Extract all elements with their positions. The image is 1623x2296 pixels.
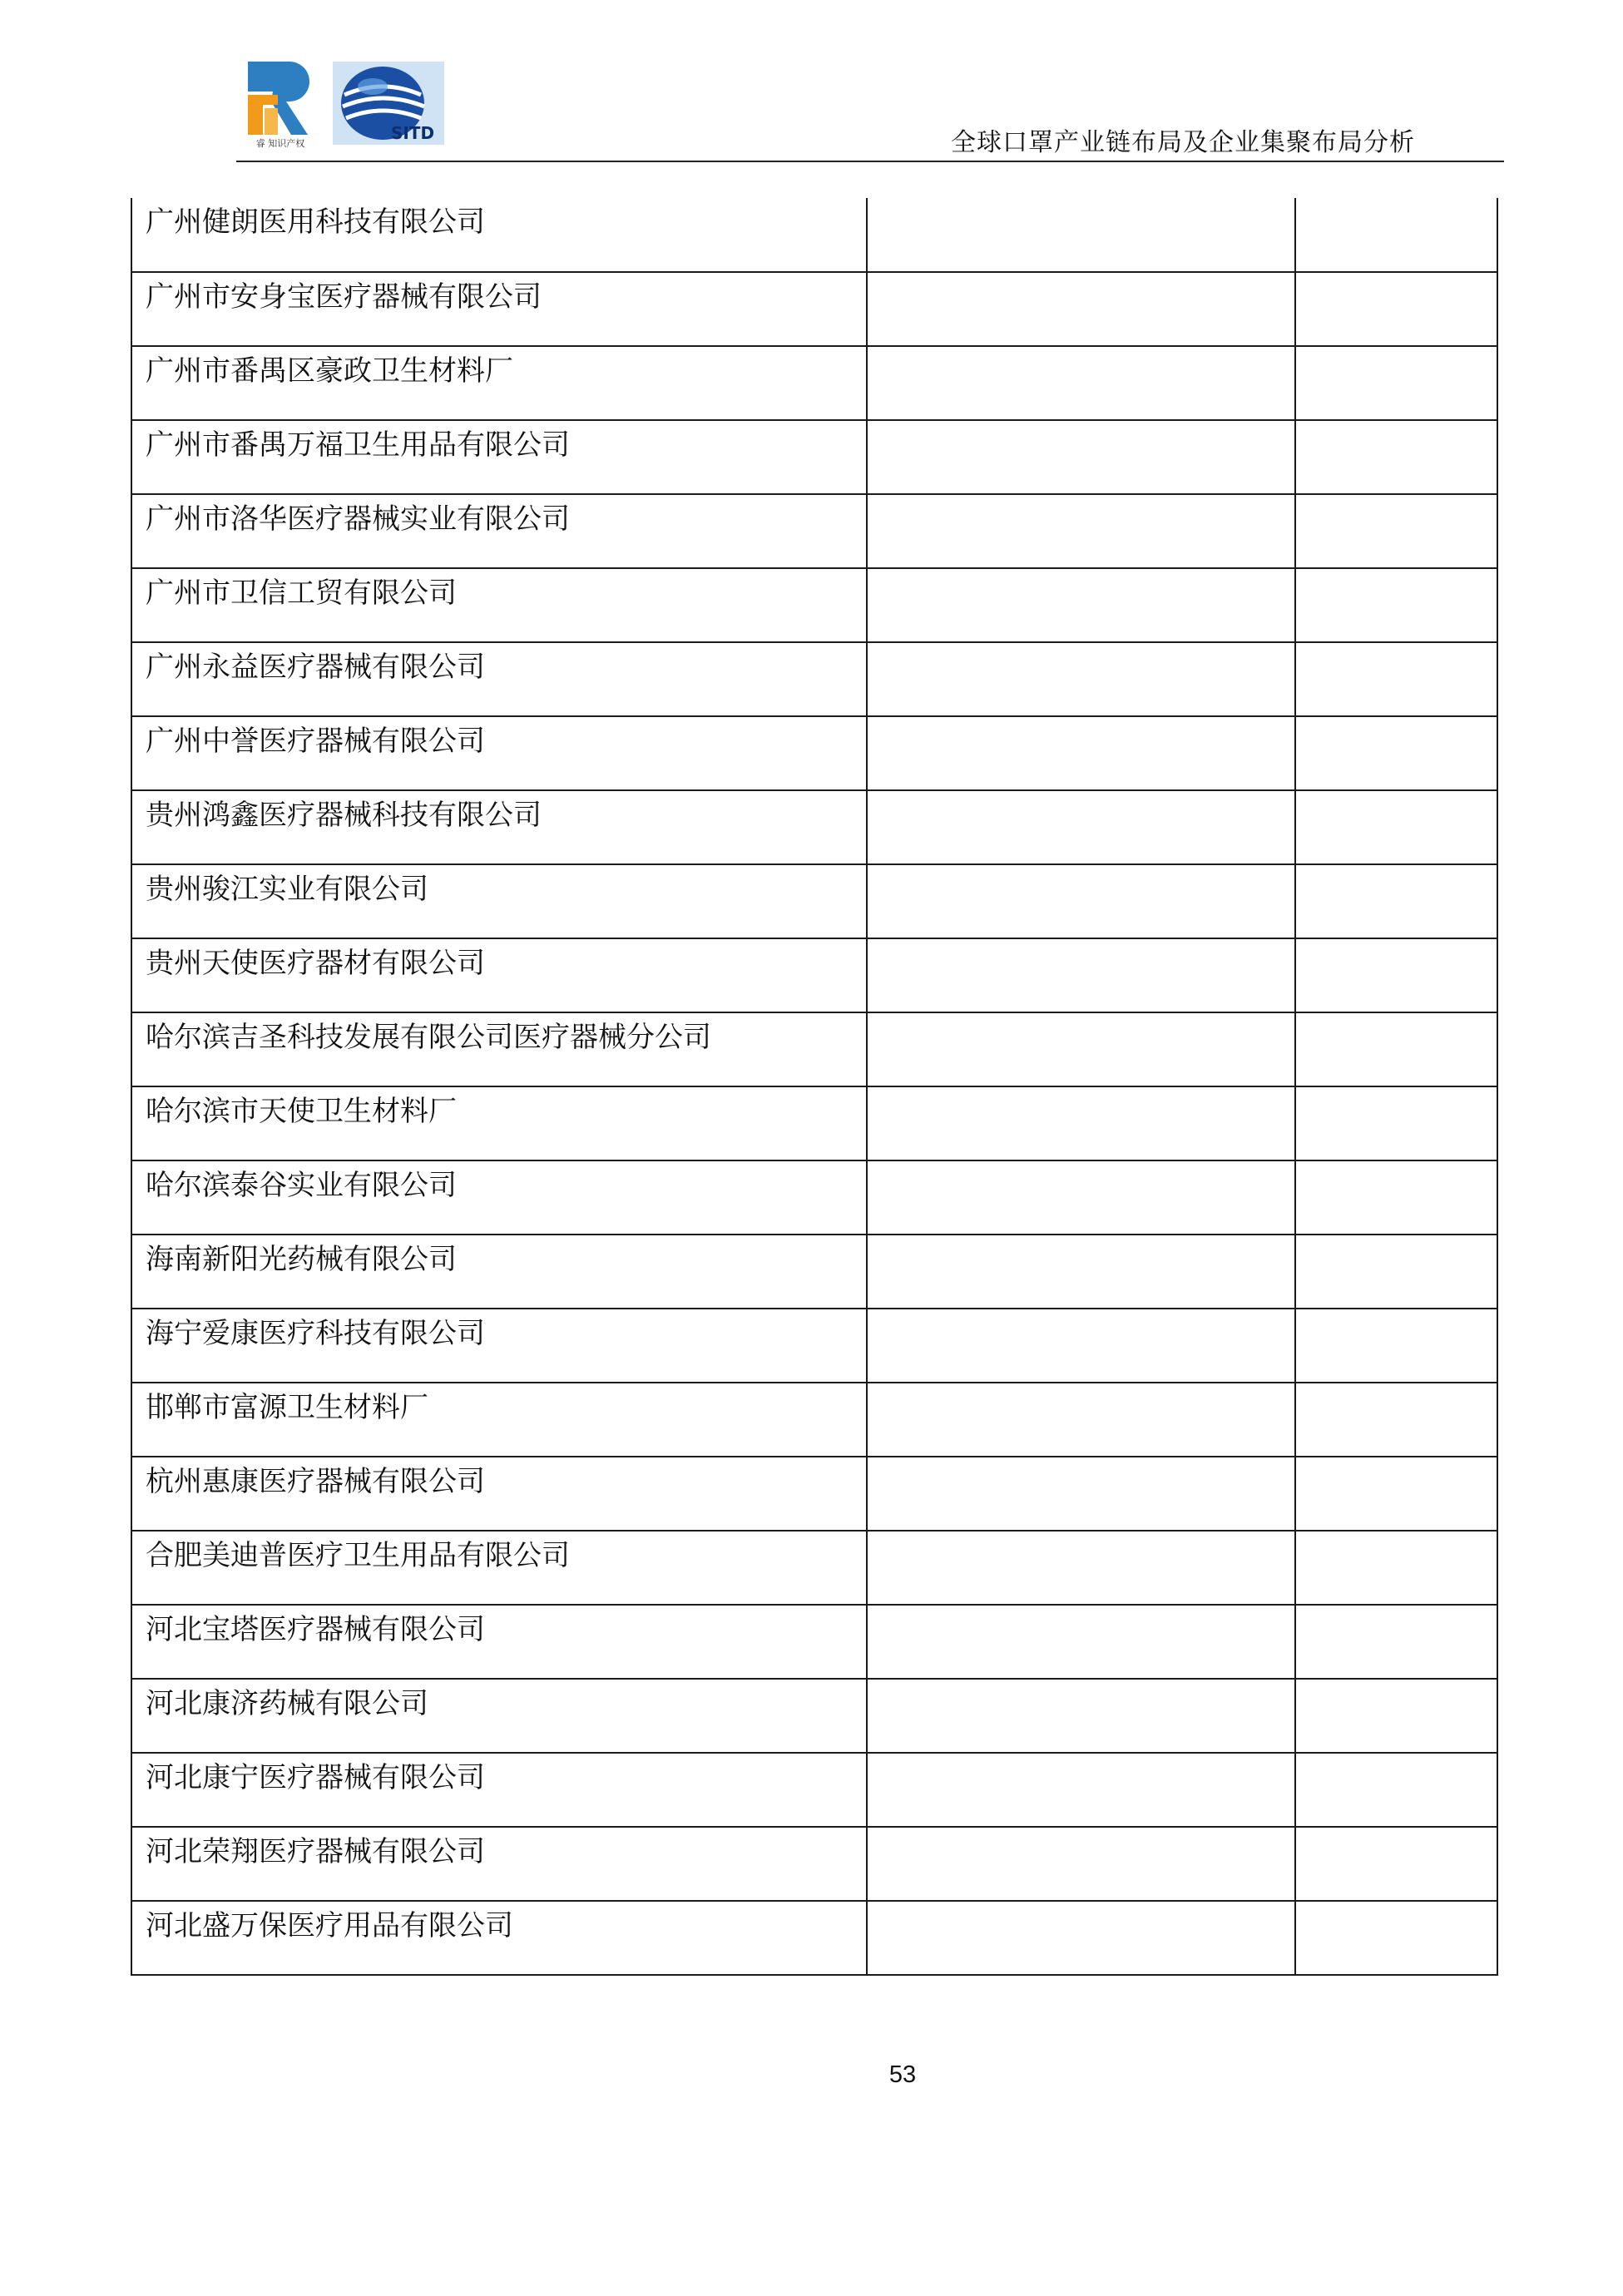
company-name-cell: 广州市安身宝医疗器械有限公司 [131,272,867,346]
table-row [131,494,1497,568]
table-row [131,716,1497,790]
table-row [131,1235,1497,1309]
empty-cell [867,938,1295,1012]
empty-cell [1295,1086,1497,1160]
company-name-cell: 广州中誉医疗器械有限公司 [131,716,867,790]
empty-cell [1295,716,1497,790]
empty-cell [1295,1827,1497,1901]
empty-cell [1295,272,1497,346]
empty-cell [867,1309,1295,1383]
empty-cell [1295,1235,1497,1309]
empty-cell [867,1605,1295,1679]
r-logo [246,58,314,150]
svg-text:SITD: SITD [390,123,435,143]
table-row [131,272,1497,346]
empty-cell [1295,420,1497,494]
empty-cell [867,716,1295,790]
company-name-cell: 哈尔滨泰谷实业有限公司 [131,1160,867,1235]
company-table-container [131,198,1497,1976]
empty-cell [867,1086,1295,1160]
company-name-cell: 广州健朗医用科技有限公司 [131,198,867,272]
empty-cell [1295,1753,1497,1827]
document-title: 全球口罩产业链布局及企业集聚布局分析 [951,128,1415,157]
table-row [131,1457,1497,1531]
table-row [131,1160,1497,1235]
company-name-cell: 海南新阳光药械有限公司 [131,1235,867,1309]
empty-cell [867,494,1295,568]
empty-cell [867,272,1295,346]
company-name-cell: 贵州天使医疗器材有限公司 [131,938,867,1012]
table-row [131,1086,1497,1160]
empty-cell [867,1827,1295,1901]
header-divider [236,161,1504,162]
company-name-cell: 广州永益医疗器械有限公司 [131,642,867,716]
empty-cell [1295,1605,1497,1679]
company-name-cell: 杭州惠康医疗器械有限公司 [131,1457,867,1531]
empty-cell [1295,1531,1497,1605]
table-row [131,1827,1497,1901]
empty-cell [1295,642,1497,716]
company-table-body [131,198,1497,1975]
company-table [131,198,1498,1976]
empty-cell [867,1383,1295,1457]
empty-cell [1295,790,1497,864]
company-name-cell: 哈尔滨吉圣科技发展有限公司医疗器械分公司 [131,1012,867,1086]
table-row [131,642,1497,716]
table-row [131,864,1497,938]
empty-cell [867,198,1295,272]
company-name-cell: 河北盛万保医疗用品有限公司 [131,1901,867,1975]
table-row [131,198,1497,272]
empty-cell [867,790,1295,864]
table-row [131,1605,1497,1679]
page-number: 53 [888,2061,917,2088]
company-name-cell: 河北荣翔医疗器械有限公司 [131,1827,867,1901]
company-name-cell: 海宁爱康医疗科技有限公司 [131,1309,867,1383]
empty-cell [867,568,1295,642]
company-name-cell: 广州市洛华医疗器械实业有限公司 [131,494,867,568]
empty-cell [1295,1160,1497,1235]
empty-cell [867,642,1295,716]
globe-logo [333,62,444,145]
empty-cell [1295,864,1497,938]
page-header [0,0,1623,166]
table-row [131,1383,1497,1457]
company-name-cell: 广州市番禺区豪政卫生材料厂 [131,346,867,420]
company-name-cell: 邯郸市富源卫生材料厂 [131,1383,867,1457]
company-name-cell: 贵州骏江实业有限公司 [131,864,867,938]
empty-cell [1295,346,1497,420]
empty-cell [867,1235,1295,1309]
company-name-cell: 广州市番禺万福卫生用品有限公司 [131,420,867,494]
svg-text:睿 知识产权: 睿 知识产权 [255,138,305,149]
empty-cell [1295,1901,1497,1975]
table-row [131,1679,1497,1753]
company-name-cell: 贵州鸿鑫医疗器械科技有限公司 [131,790,867,864]
table-row [131,790,1497,864]
company-name-cell: 河北康济药械有限公司 [131,1679,867,1753]
empty-cell [867,1901,1295,1975]
table-row [131,420,1497,494]
empty-cell [1295,198,1497,272]
table-row [131,1309,1497,1383]
company-name-cell: 广州市卫信工贸有限公司 [131,568,867,642]
empty-cell [1295,938,1497,1012]
empty-cell [1295,1012,1497,1086]
table-row [131,346,1497,420]
company-name-cell: 河北宝塔医疗器械有限公司 [131,1605,867,1679]
empty-cell [1295,568,1497,642]
table-row [131,568,1497,642]
empty-cell [867,346,1295,420]
empty-cell [1295,1679,1497,1753]
empty-cell [1295,1309,1497,1383]
empty-cell [867,1753,1295,1827]
table-row [131,1753,1497,1827]
table-row [131,1012,1497,1086]
empty-cell [867,1457,1295,1531]
empty-cell [867,420,1295,494]
empty-cell [867,1160,1295,1235]
company-name-cell: 河北康宁医疗器械有限公司 [131,1753,867,1827]
empty-cell [1295,1383,1497,1457]
empty-cell [867,1531,1295,1605]
table-row [131,1531,1497,1605]
table-row [131,1901,1497,1975]
company-name-cell: 合肥美迪普医疗卫生用品有限公司 [131,1531,867,1605]
empty-cell [1295,494,1497,568]
company-name-cell: 哈尔滨市天使卫生材料厂 [131,1086,867,1160]
empty-cell [867,1679,1295,1753]
empty-cell [1295,1457,1497,1531]
empty-cell [867,1012,1295,1086]
table-row [131,938,1497,1012]
empty-cell [867,864,1295,938]
